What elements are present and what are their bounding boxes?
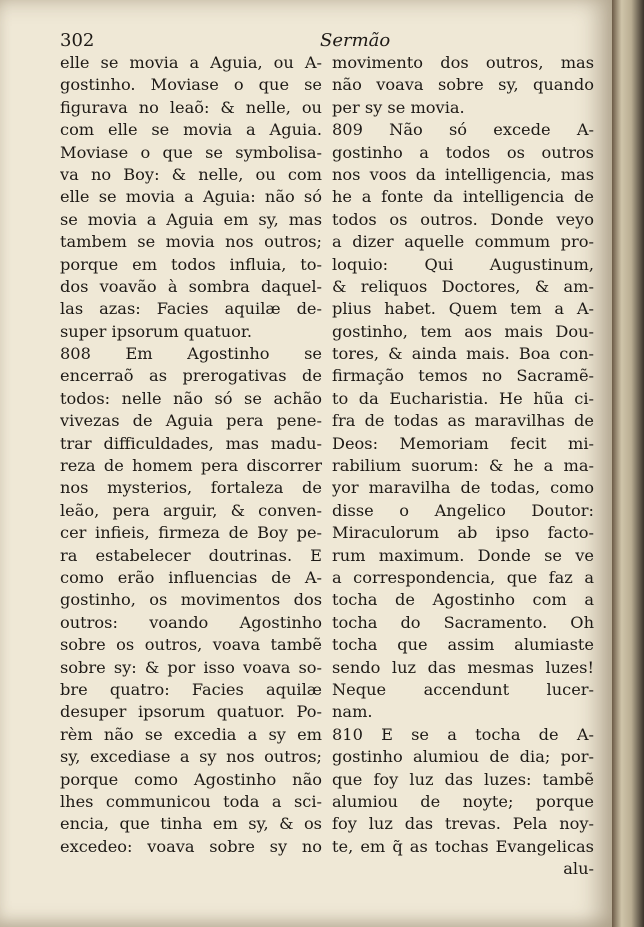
text-line: porque como Agostinho não	[60, 769, 322, 789]
text-line: 808 Em Agostinho se	[60, 344, 322, 364]
text-line: lhes communicou toda a sci-	[60, 791, 322, 811]
left-column	[60, 52, 322, 858]
text-line: loquio: Qui Augustinum,	[332, 254, 594, 274]
text-line: alumiou de noyte; porque	[332, 791, 594, 811]
text-line: Deos: Memoriam fecit mi-	[332, 433, 594, 453]
text-line: sobre os outros, voava tambẽ	[60, 635, 322, 655]
text-line: desuper ipsorum quatuor. Po-	[60, 702, 322, 722]
text-line: cer infieis, firmeza de Boy pe-	[60, 523, 322, 543]
right-column	[332, 52, 594, 880]
page-header	[60, 30, 580, 54]
text-line: tambem se movia nos outros;	[60, 232, 322, 252]
text-line: gostinho. Moviase o que se	[60, 75, 322, 95]
text-line: todos: nelle não só se achão	[60, 388, 322, 408]
text-line: alu-	[563, 859, 594, 879]
text-line: bre quatro: Facies aquilæ	[60, 679, 322, 699]
text-line: excedeo: voava sobre sy no	[60, 836, 322, 856]
text-line: encia, que tinha em sy, & os	[60, 814, 322, 834]
text-line: foy luz das trevas. Pela noy-	[332, 814, 594, 834]
text-line: gostinho, os movimentos dos	[60, 590, 322, 610]
text-line: sobre sy: & por isso voava so-	[60, 657, 322, 677]
text-line: nam.	[332, 702, 373, 722]
text-line: tocha do Sacramento. Oh	[332, 612, 594, 632]
text-line: per sy se movia.	[332, 97, 465, 117]
text-line: porque em todos influia, to-	[60, 254, 322, 274]
text-line: rèm não se excedia a sy em	[60, 724, 322, 744]
text-line: sendo luz das mesmas luzes!	[332, 657, 594, 677]
text-line: Moviase o que se symbolisa-	[60, 142, 322, 162]
text-line: a dizer aquelle commum pro-	[332, 232, 594, 252]
text-line: com elle se movia a Aguia.	[60, 120, 322, 140]
text-line: gostinho, tem aos mais Dou-	[332, 321, 594, 341]
text-line: nos mysterios, fortaleza de	[60, 478, 322, 498]
text-line: todos os outros. Donde veyo	[332, 209, 594, 229]
page-number: 302	[60, 30, 95, 51]
text-line: he a fonte da intelligencia de	[332, 187, 594, 207]
text-line: elle se movia a Aguia: não só	[60, 187, 322, 207]
text-line: fra de todas as maravilhas de	[332, 411, 594, 431]
text-line: las azas: Facies aquilæ de-	[60, 299, 322, 319]
text-line: super ipsorum quatuor.	[60, 321, 253, 341]
text-line: yor maravilha de todas, como	[332, 478, 594, 498]
text-line: & reliquos Doctores, & am-	[332, 276, 594, 296]
text-line: tores, & ainda mais. Boa con-	[332, 344, 594, 364]
text-line: elle se movia a Aguia, ou A-	[60, 53, 322, 72]
text-line: figurava no leaõ: & nelle, ou	[60, 97, 322, 117]
text-line: trar difficuldades, mas madu-	[60, 433, 322, 453]
text-line: gostinho a todos os outros	[332, 142, 594, 162]
text-line: sy, excediase a sy nos outros;	[60, 747, 322, 767]
text-line: 810 E se a tocha de A-	[332, 724, 594, 744]
text-line: dos voavão à sombra daquel-	[60, 276, 322, 296]
text-line: que foy luz das luzes: tambẽ	[332, 769, 594, 789]
text-line: to da Eucharistia. He hũa ci-	[332, 388, 594, 408]
text-line: vivezas de Aguia pera pene-	[60, 411, 322, 431]
text-line: disse o Angelico Doutor:	[332, 500, 594, 520]
text-line: outros: voando Agostinho	[60, 612, 322, 632]
text-line: 809 Não só excede A-	[332, 120, 594, 140]
text-line: rabilium suorum: & he a ma-	[332, 456, 594, 476]
text-line: te, em q̃ as tochas Evangelicas	[332, 836, 594, 856]
text-line: a correspondencia, que faz a	[332, 567, 594, 587]
text-line: Miraculorum ab ipso facto-	[332, 523, 594, 543]
text-line: encerraõ as prerogativas de	[60, 366, 322, 386]
text-line: tocha de Agostinho com a	[332, 590, 594, 610]
text-line: leão, pera arguir, & conven-	[60, 500, 322, 520]
text-line: ra estabelecer doutrinas. E	[60, 545, 322, 565]
running-title: Sermão	[320, 30, 391, 51]
book-fore-edge	[612, 0, 644, 927]
text-line: se movia a Aguia em sy, mas	[60, 209, 322, 229]
text-line: gostinho alumiou de dia; por-	[332, 747, 594, 767]
text-line: plius habet. Quem tem a A-	[332, 299, 594, 319]
text-line: firmação temos no Sacramẽ-	[332, 366, 594, 386]
text-line: não voava sobre sy, quando	[332, 75, 594, 95]
text-line: reza de homem pera discorrer	[60, 456, 322, 476]
text-line: rum maximum. Donde se ve	[332, 545, 594, 565]
text-line: Neque accendunt lucer-	[332, 679, 594, 699]
text-line: movimento dos outros, mas	[332, 53, 594, 72]
text-line: va no Boy: & nelle, ou com	[60, 164, 322, 184]
text-line: tocha que assim alumiaste	[332, 635, 594, 655]
text-line: nos voos da intelligencia, mas	[332, 164, 594, 184]
text-line: como erão influencias de A-	[60, 567, 322, 587]
